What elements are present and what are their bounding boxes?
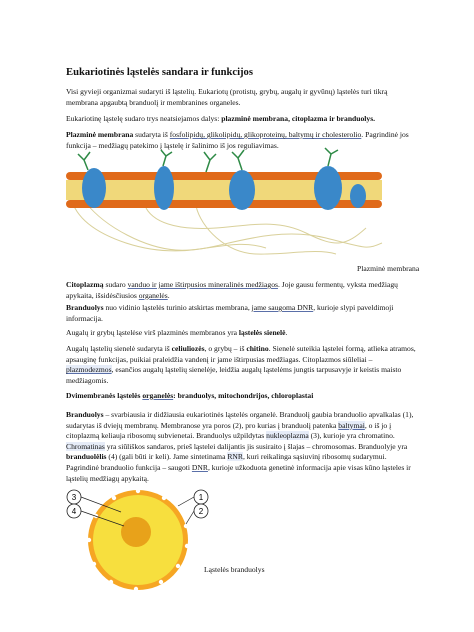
- paragraph-intro: Visi gyvieji organizmai sudaryti iš ląstelių. Eukariotų (protistų, grybų, augalų ir gyvūnų) ląstelės turi tikrą membrana apgaubtą branduolį ir membranines organeles.: [66, 87, 388, 107]
- paragraph-cell-wall-composition: Augalų ląstelių sienelė sudaryta iš celiuliozės, o grybų – iš chitino. Sienelė suteikia ląstelei formą, atlieka atramos, apsauginę funkcijas, puikiai praleidžia vandenį ir jame ištirpusias medžiagas. Citoplazmos siūleliai – plazmodezmos, esančios augalų ląstelių sienelėje, leidžia augalų ląstelėms jungtis tarpusavyje ir keistis maisto medžiagomis.: [66, 344, 416, 385]
- paragraph-parts: Eukariotinę ląstelę sudaro trys neatsiejamos dalys: plazminė membrana, citoplazma ir branduolys.: [66, 114, 376, 123]
- term-nucleolus: branduolėlis: [66, 452, 107, 462]
- link-rna[interactable]: RNR: [227, 452, 243, 462]
- link-organelles[interactable]: organelės: [138, 290, 168, 300]
- term-cell-wall: ląstelės sienelė: [238, 328, 286, 337]
- link-organelles-2[interactable]: organelės: [142, 391, 174, 400]
- paragraph-nucleus-short: Branduolys nuo vidinio ląstelės turinio atskirtas membrana, jame saugoma DNR, kurioje slypi paveldimoji informacija.: [66, 303, 394, 323]
- figure-label-3: [67, 490, 81, 504]
- link-cytoplasm-solution[interactable]: vanduo ir jame ištirpusios mineralinės medžiagos: [127, 280, 278, 289]
- membrane-caption: Plazminė membrana: [357, 264, 420, 273]
- paragraph-cytoplasm: Citoplazmą sudaro vanduo ir jame ištirpusios mineralinės medžiagos. Joje gausu fermentų, vyksta medžiagų apykaita, išsidėsčiusios organelės.: [66, 280, 398, 300]
- page-title: Eukariotinės ląstelės sandara ir funkcijos: [66, 67, 253, 78]
- svg-text:1: 1: [198, 493, 204, 502]
- nucleus-illustration: [66, 488, 216, 592]
- nucleolus: [121, 517, 151, 547]
- link-chromatin[interactable]: Chromatinas: [66, 441, 105, 451]
- paragraph-nucleus-detail: Branduolys – svarbiausia ir didžiausia eukariotinės ląstelės organelė. Branduolį gaubia branduolio apvalkalas (1), sudarytas iš dviejų membranų. Membranose yra poros (2), pro kurias į branduolį patenka baltymai, o iš jo į citoplazmą keliauja ribosomų subvienetai. Branduolys užpildytas nukleoplazma (3), kurioje yra chromatino. Chromatinas yra siūliškos sandaros, prieš ląstelei dalijantis jis susiraito į šlajas – chromosomas. Branduolyje yra branduolėlis (4) (gali būti ir keli). Jame sintetinama RNR, kuri reikalinga sąsiuvinį ribosomų sudarymui. Pagrindinė branduolio funkcija – saugoti DNR, kurioje užkoduota genetinė informacija apie visas kūno ląsteles ir ląstelių medžiagų apykaitą.: [66, 410, 414, 483]
- figure-label-2: [194, 504, 208, 518]
- svg-text:3: 3: [71, 493, 77, 502]
- term-nucleus-2: Branduolys: [66, 410, 104, 419]
- parts-bold: plazminė membrana, citoplazma ir branduolys.: [221, 114, 376, 123]
- svg-text:2: 2: [198, 507, 204, 516]
- paragraph-double-membrane: Dvimembranės ląstelės organelės: branduolys, mitochondrijos, chloroplastai: [66, 391, 314, 400]
- link-plasmodesmata[interactable]: plazmodezmos: [66, 365, 112, 375]
- nucleus-caption: Ląstelės branduolys: [204, 565, 265, 574]
- svg-text:4: 4: [71, 507, 77, 516]
- membrane-illustration: [66, 158, 382, 258]
- link-nucleoplasm[interactable]: nukleoplazma: [266, 431, 309, 441]
- term-chitin: chitino: [246, 344, 269, 353]
- term-nucleus: Branduolys: [66, 303, 104, 312]
- link-dna-storage[interactable]: jame saugoma DNR: [251, 303, 314, 312]
- paragraph-cell-wall: Augalų ir grybų ląstelėse virš plazminės membranos yra ląstelės sienelė.: [66, 328, 288, 337]
- term-cellulose: celiuliozės: [171, 344, 205, 353]
- figure-label-1: [194, 490, 208, 504]
- figure-label-4: [67, 504, 81, 518]
- paragraph-membrane: Plazminė membrana sudaryta iš fosfolipidų, glikolipidų, glikoproteinų, baltymų ir cholesterolio. Pagrindinė jos funkcija – medžiagų patekimo į ląstelę ir šalinimo iš jos reguliavimas.: [66, 130, 409, 150]
- glycoprotein-chains: [78, 148, 338, 172]
- link-dna[interactable]: DNR: [191, 462, 208, 472]
- term-membrane: Plazminė membrana: [66, 130, 134, 139]
- link-membrane-components[interactable]: fosfolipidų, glikolipidų, glikoproteinų, baltymų ir cholesterolio: [169, 130, 362, 139]
- link-proteins[interactable]: baltymai: [338, 420, 365, 430]
- term-cytoplasm: Citoplazmą: [66, 280, 104, 289]
